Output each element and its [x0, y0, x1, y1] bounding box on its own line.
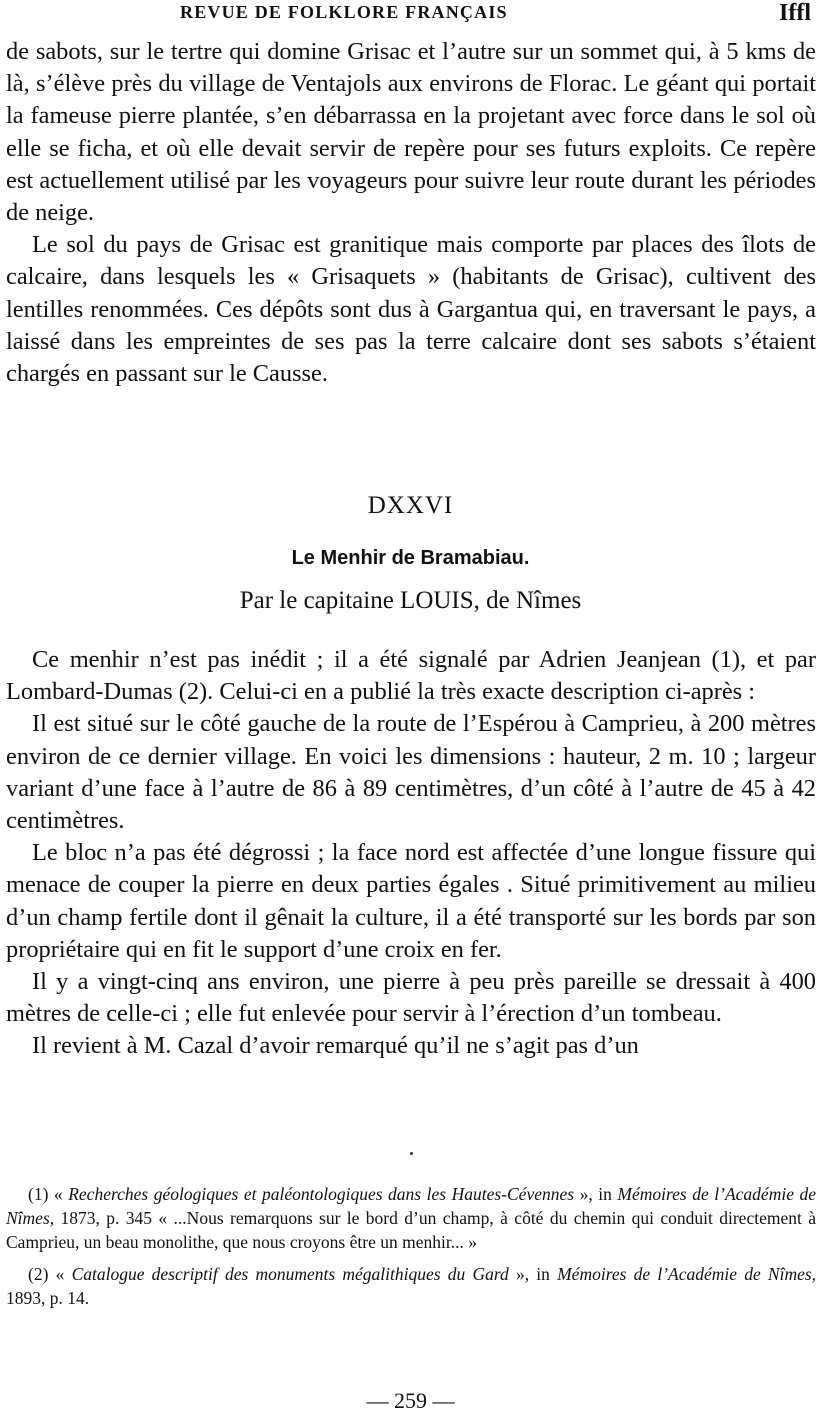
article-number: DXXVI: [367, 492, 454, 519]
footnote-text: », in: [515, 1263, 550, 1284]
footnote-text: », in: [579, 1184, 612, 1204]
footnote-work-title: Catalogue descriptif des monuments mégalithiques du Gard: [71, 1263, 509, 1284]
footnote-journal: Mémoires de l’Académie de Nîmes,: [557, 1263, 817, 1284]
paragraph: Il revient à M. Cazal d’avoir remarqué qu’il ne s’agit pas d’un: [32, 1032, 639, 1060]
footnote-text: 1873, p. 345 « ...Nous remarquons sur le bord d’un champ, à côté du chemin qui conduit directement à Camprieu, un beau monolithe, que nous croyons être un menhir... »: [6, 1208, 816, 1253]
footnote-work-title: Recherches géologiques et paléontologiques dans les Hautes-Cévennes: [68, 1184, 575, 1204]
article-byline: Par le capitaine LOUIS, de Nîmes: [239, 587, 582, 614]
footnote-1: [6, 1182, 816, 1255]
paragraph: de sabots, sur le tertre qui domine Grisac et l’autre sur un sommet qui, à 5 kms de là, s’élève près du village de Ventajols aux environs de Florac. Le géant qui portait la fameuse pierre plantée, s’en débarrassa en la projetant avec force dans le sol où elle se ficha, et où elle devait servir de repère pour ses futurs exploits. Ce repère est actuellement utilisé par les voyageurs pour suivre leur route durant les périodes de neige.: [6, 38, 816, 227]
footnote-mark: (1) «: [28, 1184, 63, 1204]
footnotes: [6, 1182, 816, 1317]
running-head: [0, 2, 821, 28]
paragraph: Le bloc n’a pas été dégrossi ; la face nord est affectée d’une longue fissure qui menace de couper la pierre en deux parties égales . Situé primitivement au milieu d’un champ fertile dont il gênait la culture, il a été transporté sur les bords par son propriétaire qui en fit le support d’une croix en fer.: [6, 839, 816, 963]
footnote-2: [6, 1262, 816, 1310]
paragraph: Ce menhir n’est pas inédit ; il a été signalé par Adrien Jeanjean (1), et par Lombard-Dumas (2). Celui-ci en a publié la très exacte description ci-après :: [6, 646, 816, 706]
paragraph: Il est situé sur le côté gauche de la route de l’Espérou à Camprieu, à 200 mètres environ de ce dernier village. En voici les dimensions : hauteur, 2 m. 10 ; largeur variant d’une face à l’autre de 86 à 89 centimètres, d’un côté à l’autre de 45 à 42 centimètres.: [6, 710, 816, 835]
article-title: Le Menhir de Bramabiau.: [291, 547, 530, 569]
page-number: — 259 —: [366, 1388, 455, 1413]
page-mark: Iffl: [779, 0, 811, 26]
paragraph: Le sol du pays de Grisac est granitique mais comporte par places des îlots de calcaire, dans lesquels les « Grisaquets » (habitants de Grisac), cultivent des lentilles renommées. Ces dépôts sont dus à Gargantua qui, en traversant le pays, a laissé dans les empreintes de ses pas la terre calcaire dont ses sabots s’étaient chargés en passant sur le Causse.: [6, 231, 816, 388]
running-title: REVUE DE FOLKLORE FRANÇAIS: [180, 2, 508, 22]
separator-dot: [410, 1152, 413, 1155]
footnote-mark: (2) «: [28, 1263, 65, 1284]
footnote-text: 1893, p. 14.: [6, 1287, 90, 1308]
footnote-journal: Mémoires de l’Académie de Nîmes,: [6, 1184, 817, 1229]
article-body: [6, 644, 816, 1063]
paragraph: Il y a vingt-cinq ans environ, une pierre à peu près pareille se dressait à 400 mètres de celle-ci ; elle fut enlevée pour servir à l’érection d’un tombeau.: [6, 968, 816, 1028]
continued-section: [6, 36, 816, 390]
